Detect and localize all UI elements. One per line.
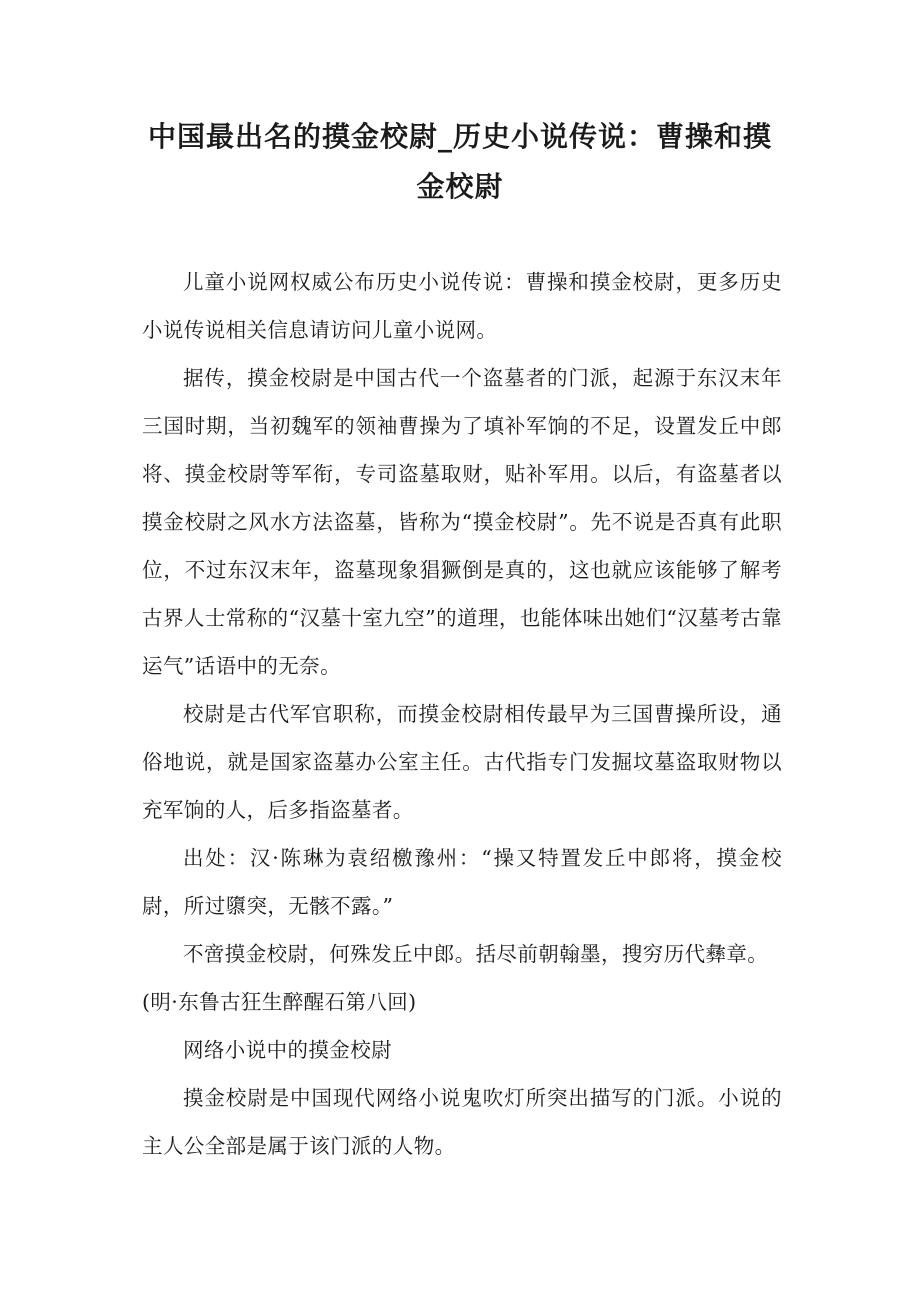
paragraph-citation: (明·东鲁古狂生醉醒石第八回) <box>142 990 417 1014</box>
document-body <box>142 258 782 1170</box>
paragraph-online-novels: 摸金校尉是中国现代网络小说鬼吹灯所突出描写的门派。小说的主人公全部是属于该门派的人物。 <box>142 1086 782 1158</box>
paragraph-quote: 不啻摸金校尉，何殊发丘中郎。括尽前朝翰墨，搜穷历代彝章。 <box>183 942 769 966</box>
paragraph-origin: 据传，摸金校尉是中国古代一个盗墓者的门派，起源于东汉末年三国时期，当初魏军的领袖曹操为了填补军饷的不足，设置发丘中郎将、摸金校尉等军衔，专司盗墓取财，贴补军用。以后，有盗墓者以摸金校尉之风水方法盗墓，皆称为“摸金校尉”。先不说是否真有此职位，不过东汉末年，盗墓现象猖獗倒是真的，这也就应该能够了解考古界人士常称的“汉墓十室九空”的道理，也能体味出她们“汉墓考古靠运气”话语中的无奈。 <box>142 366 782 678</box>
document-title: 中国最出名的摸金校尉_历史小说传说：曹操和摸金校尉 <box>147 120 772 203</box>
paragraph-definition: 校尉是古代军官职称，而摸金校尉相传最早为三国曹操所设，通俗地说，就是国家盗墓办公室主任。古代指专门发掘坟墓盗取财物以充军饷的人，后多指盗墓者。 <box>142 702 782 822</box>
paragraph-source: 出处：汉·陈琳为袁绍檄豫州：“操又特置发丘中郎将，摸金校尉，所过隳突，无骸不露。” <box>142 846 782 918</box>
section-heading-online-novels: 网络小说中的摸金校尉 <box>183 1038 392 1062</box>
paragraph-intro: 儿童小说网权威公布历史小说传说：曹操和摸金校尉，更多历史小说传说相关信息请访问儿童小说网。 <box>142 270 782 342</box>
